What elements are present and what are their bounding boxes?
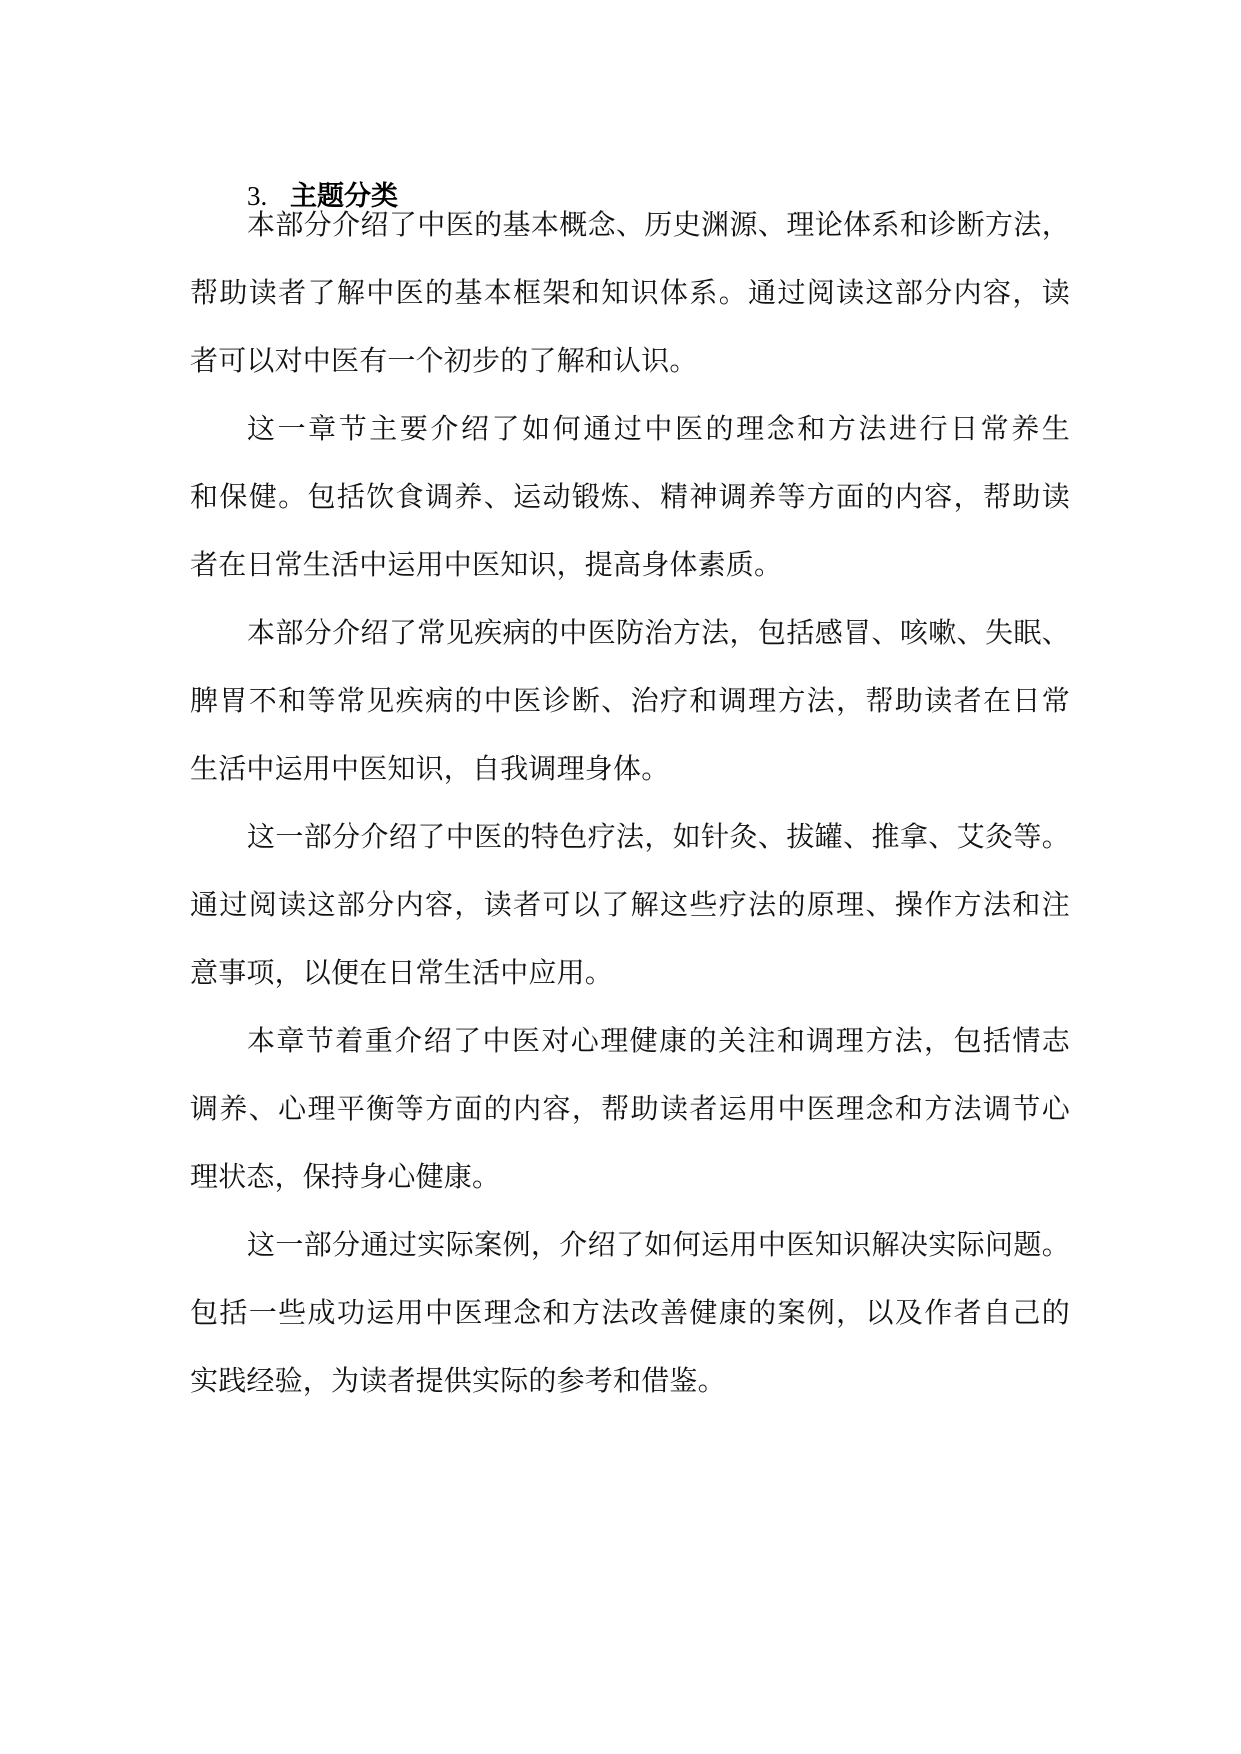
paragraph-line: 生活中运用中医知识，自我调理身体。 xyxy=(190,752,670,785)
section-number: 3. xyxy=(247,181,268,212)
paragraph-line: 本部分介绍了常见疾病的中医防治方法，包括感冒、咳嗽、失眠、 xyxy=(247,616,1070,649)
paragraph-line: 通过阅读这部分内容，读者可以了解这些疗法的原理、操作方法和注 xyxy=(190,888,1070,921)
paragraph-line: 脾胃不和等常见疾病的中医诊断、治疗和调理方法，帮助读者在日常 xyxy=(190,684,1070,717)
paragraph-line: 这一部分介绍了中医的特色疗法，如针灸、拔罐、推拿、艾灸等。 xyxy=(247,820,1070,853)
paragraph-line: 理状态，保持身心健康。 xyxy=(190,1160,501,1193)
paragraph-line: 调养、心理平衡等方面的内容，帮助读者运用中医理念和方法调节心 xyxy=(190,1092,1070,1125)
paragraph-line: 和保健。包括饮食调养、运动锻炼、精神调养等方面的内容，帮助读 xyxy=(190,480,1070,513)
paragraph-line: 者可以对中医有一个初步的了解和认识。 xyxy=(190,344,698,377)
paragraph-line: 本部分介绍了中医的基本概念、历史渊源、理论体系和诊断方法， xyxy=(247,208,1070,241)
paragraph-line: 帮助读者了解中医的基本框架和知识体系。通过阅读这部分内容，读 xyxy=(190,276,1070,309)
paragraph-line: 意事项，以便在日常生活中应用。 xyxy=(190,956,614,989)
paragraph-line: 包括一些成功运用中医理念和方法改善健康的案例，以及作者自己的 xyxy=(190,1296,1070,1329)
paragraph-line: 实践经验，为读者提供实际的参考和借鉴。 xyxy=(190,1364,726,1397)
paragraph-line: 者在日常生活中运用中医知识，提高身体素质。 xyxy=(190,548,783,581)
paragraph-line: 这一章节主要介绍了如何通过中医的理念和方法进行日常养生 xyxy=(247,412,1070,445)
section-title: 主题分类 xyxy=(290,181,398,213)
paragraph-line: 本章节着重介绍了中医对心理健康的关注和调理方法，包括情志 xyxy=(247,1024,1070,1057)
paragraph-line: 这一部分通过实际案例，介绍了如何运用中医知识解决实际问题。 xyxy=(247,1228,1070,1261)
